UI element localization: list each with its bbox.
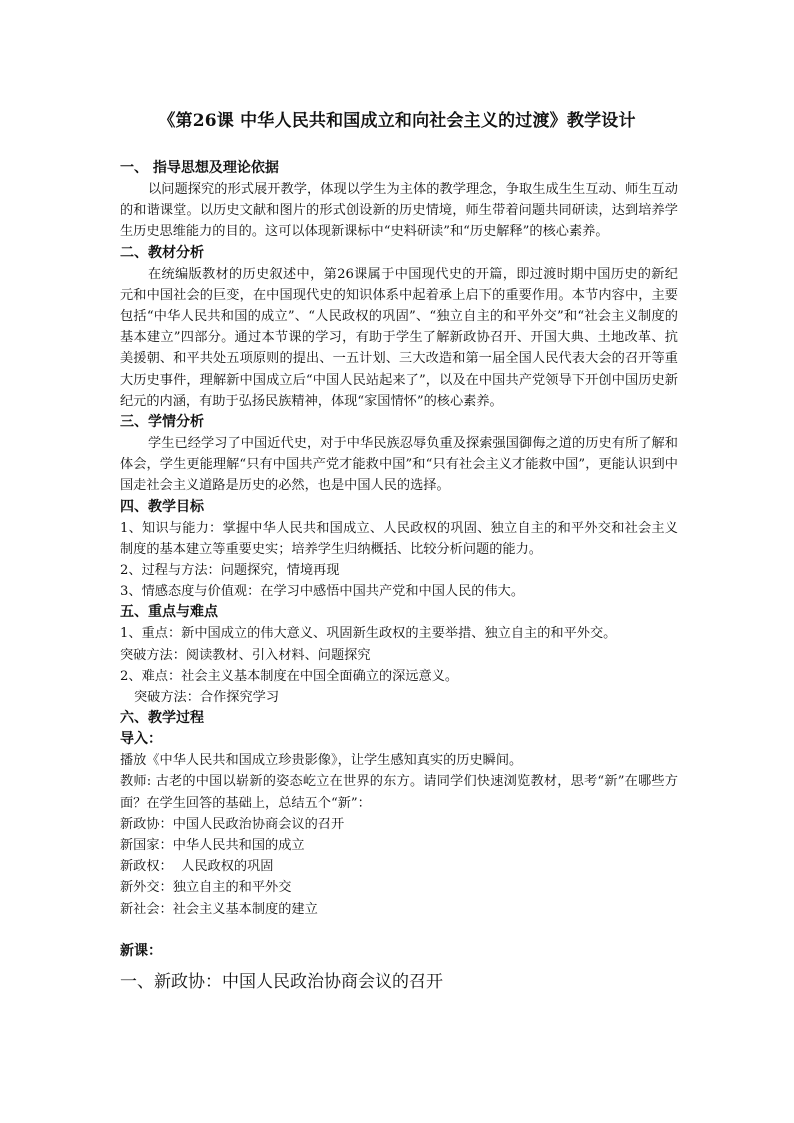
new-item-diplomacy: 新外交：独立自主的和平外交 [120, 880, 292, 896]
section-heading-6: 六、教学过程 [120, 710, 204, 727]
new-item-society: 新社会：社会主义基本制度的建立 [120, 901, 318, 917]
section-heading-2: 二、教材分析 [120, 244, 204, 261]
section-heading-3: 三、学情分析 [120, 414, 204, 431]
part-one-heading: 一、新政协：中国人民政治协商会议的召开 [120, 971, 443, 992]
new-item-regime: 新政权： 人民政权的巩固 [120, 859, 274, 875]
objective-item-3: 3、情感态度与价值观：在学习中感悟中国共产党和中国人民的伟大。 [120, 584, 525, 600]
key-point-method: 突破方法：阅读教材、引入材料、问题探究 [120, 647, 371, 663]
objective-item-1: 1、知识与能力：掌握中华人民共和国成立、人民政权的巩固、独立自主的和平外交和社会主义制度的基本建立等重要史实；培养学生归纳概括、比较分析问题的能力。 [120, 520, 678, 557]
section-3-paragraph: 学生已经学习了中国近代史，对于中华民族忍辱负重及探索强国御侮之道的历史有所了解和体会，学生更能理解“只有中国共产党才能救中国”和“只有社会主义才能救中国”，更能认识到中国走社会主义道路是历史的必然，也是中国人民的选择。 [120, 436, 678, 494]
new-lesson-label: 新课： [120, 942, 162, 959]
page-title: 《第26课 中华人民共和国成立和向社会主义的过渡》教学设计 [158, 111, 636, 131]
new-item-politics: 新政协：中国人民政治协商会议的召开 [120, 816, 345, 832]
section-2-paragraph: 在统编版教材的历史叙述中，第26课属于中国现代史的开篇，即过渡时期中国历史的新纪元和中国社会的巨变，在中国现代史的知识体系中起着承上启下的重要作用。本节内容中，主要包括“中华人民共和国的成立”、“人民政权的巩固”、“独立自主的和平外交”和“社会主义制度的基本建立”四部分。通过本节课的学习，有助于学生了解新政协召开、开国大典、土地改革、抗美援朝、和平共处五项原则的提出、一五计划、三大改造和第一届全国人民代表大会的召开等重大历史事件，理解新中国成立后“中国人民站起来了”，以及在中国共产党领导下开创中国历史新纪元的内涵，有助于弘扬民族精神，体现“家国情怀”的核心素养。 [120, 266, 678, 409]
intro-subheading: 导入： [120, 731, 162, 748]
new-item-country: 新国家：中华人民共和国的成立 [120, 838, 305, 854]
document-body [120, 158, 678, 1011]
process-item-1: 播放《中华人民共和国成立珍贵影像》，让学生感知真实的历史瞬间。 [120, 753, 523, 769]
difficult-point-method: 突破方法：合作探究学习 [134, 690, 280, 706]
section-heading-1: 一、 指导思想及理论依据 [120, 160, 279, 176]
difficult-point-item: 2、难点：社会主义基本制度在中国全面确立的深远意义。 [120, 668, 459, 684]
objective-item-2: 2、过程与方法：问题探究，情境再现 [120, 563, 340, 579]
section-1-paragraph: 以问题探究的形式展开教学，体现以学生为主体的教学理念，争取生成生生互动、师生互动的和谐课堂。以历史文献和图片的形式创设新的历史情境，师生带着问题共同研读，达到培养学生历史思维能力的目的。这可以体现新课标中“史料研读”和“历史解释”的核心素养。 [120, 182, 678, 240]
section-heading-5: 五、重点与难点 [120, 604, 218, 621]
blank-line [120, 920, 678, 941]
section-heading-4: 四、教学目标 [120, 498, 204, 515]
process-item-2: 教师: 古老的中国以崭新的姿态屹立在世界的东方。请同学们快速浏览教材，思考“新”在哪些方面？在学生回答的基础上，总结五个“新”： [120, 774, 678, 811]
key-point-item: 1、重点：新中国成立的伟大意义、巩固新生政权的主要举措、独立自主的和平外交。 [120, 626, 617, 642]
